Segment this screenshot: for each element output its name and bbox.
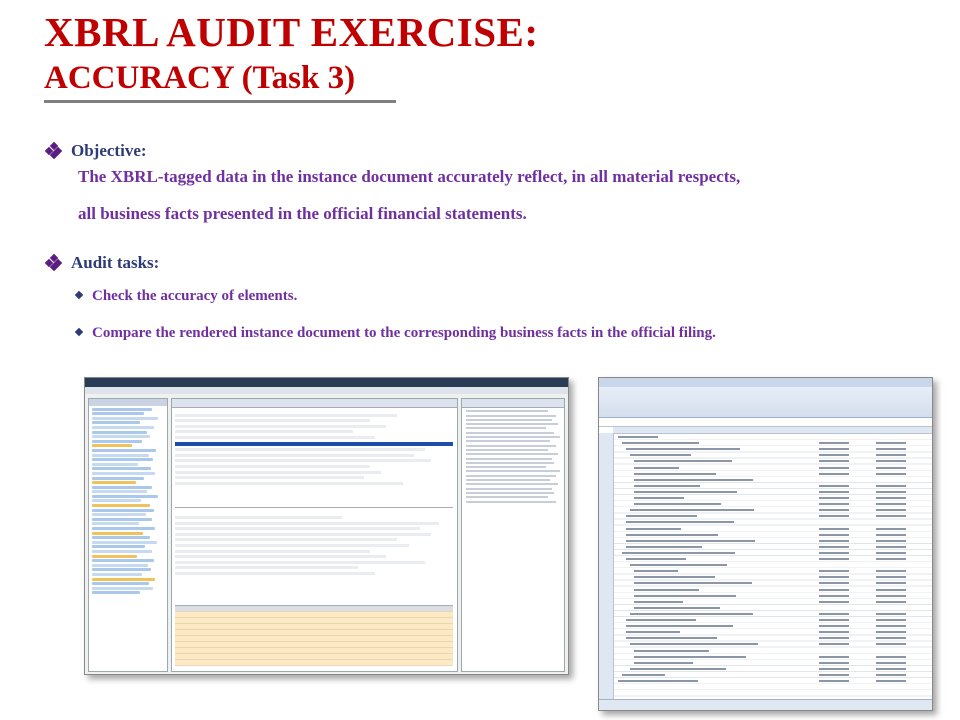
audit-task-item: Check the accuracy of elements. (76, 287, 297, 305)
sheet-number-cell (819, 668, 849, 670)
sheet-number-cell (876, 552, 906, 554)
sheet-text-line (634, 460, 732, 462)
sheet-text-line (634, 491, 737, 493)
presentation-view-panel (461, 398, 565, 672)
sheet-number-cell (876, 674, 906, 676)
sheet-number-cell (876, 509, 906, 511)
sheet-number-cell (819, 448, 849, 450)
sheet-text-line (634, 650, 709, 652)
sheet-number-cell (819, 473, 849, 475)
sheet-number-cell (876, 454, 906, 456)
sheet-number-cell (876, 613, 906, 615)
sheet-number-cell (876, 503, 906, 505)
sheet-text-line (618, 436, 658, 438)
slide-title: XBRL AUDIT EXERCISE: (44, 9, 539, 55)
sheet-number-cell (876, 668, 906, 670)
sheet-number-cell (819, 643, 849, 645)
objective-label: Objective: (71, 141, 147, 160)
sheet-text-line (630, 509, 754, 511)
sheet-text-line (634, 582, 752, 584)
sheet-text-line (630, 668, 726, 670)
excel-balance-sheet-screenshot (598, 377, 933, 711)
sheet-number-cell (876, 582, 906, 584)
window-menubar (85, 387, 568, 394)
sheet-number-cell (876, 631, 906, 633)
four-diamond-bullet-icon (46, 255, 61, 270)
sheet-text-line (626, 625, 733, 627)
sheet-number-cell (819, 540, 849, 542)
excel-column-headers (613, 427, 932, 434)
sheet-number-cell (876, 485, 906, 487)
sheet-number-cell (819, 570, 849, 572)
sheet-text-line (626, 558, 686, 560)
sheet-number-cell (819, 485, 849, 487)
objective-heading (46, 141, 147, 161)
sheet-number-cell (876, 528, 906, 530)
excel-ribbon (599, 387, 932, 418)
sheet-text-line (626, 631, 680, 633)
sheet-text-line (634, 570, 678, 572)
sheet-number-cell (819, 515, 849, 517)
sheet-text-line (618, 680, 698, 682)
sheet-number-cell (876, 656, 906, 658)
four-diamond-bullet-icon (46, 143, 61, 158)
sheet-text-line (622, 442, 699, 444)
sheet-number-cell (819, 460, 849, 462)
sheet-text-line (634, 503, 721, 505)
sheet-number-cell (819, 497, 849, 499)
sheet-number-cell (876, 589, 906, 591)
sheet-number-cell (876, 637, 906, 639)
sheet-number-cell (819, 589, 849, 591)
element-tree-panel (88, 398, 168, 672)
sheet-number-cell (819, 631, 849, 633)
sheet-number-cell (876, 558, 906, 560)
sheet-number-cell (876, 546, 906, 548)
sheet-text-line (634, 601, 683, 603)
sheet-number-cell (819, 491, 849, 493)
sheet-number-cell (876, 460, 906, 462)
excel-sheet-tabs (599, 699, 932, 710)
sheet-number-cell (819, 680, 849, 682)
sheet-number-cell (819, 662, 849, 664)
sheet-number-cell (819, 454, 849, 456)
sheet-number-cell (876, 595, 906, 597)
sheet-text-line (630, 564, 727, 566)
diamond-bullet-icon (75, 328, 83, 336)
audit-task-item: Compare the rendered instance document to the corresponding business facts in the official filing. (76, 324, 716, 342)
excel-sheet-grid (614, 434, 932, 700)
sheet-number-cell (819, 576, 849, 578)
sheet-number-cell (819, 467, 849, 469)
sheet-number-cell (876, 448, 906, 450)
audit-tasks-label: Audit tasks: (71, 253, 160, 272)
sheet-number-cell (819, 601, 849, 603)
sheet-text-line (626, 521, 734, 523)
sheet-number-cell (819, 582, 849, 584)
sheet-text-line (634, 497, 684, 499)
sheet-number-cell (876, 662, 906, 664)
sheet-text-line (626, 515, 697, 517)
sheet-number-cell (819, 534, 849, 536)
objective-text-line1: The XBRL-tagged data in the instance document accurately reflect, in all material respects, (78, 167, 741, 186)
sheet-number-cell (819, 619, 849, 621)
excel-row-headers (599, 433, 614, 700)
sheet-text-line (634, 485, 700, 487)
objective-text-line2: all business facts presented in the official financial statements. (78, 204, 527, 223)
sheet-number-cell (876, 625, 906, 627)
sheet-number-cell (819, 442, 849, 444)
sheet-text-line (622, 552, 735, 554)
sheet-text-line (630, 613, 753, 615)
sheet-number-cell (876, 515, 906, 517)
sheet-text-line (626, 448, 740, 450)
sheet-text-line (634, 595, 736, 597)
window-titlebar (85, 378, 568, 387)
sheet-text-line (626, 540, 755, 542)
sheet-number-cell (876, 601, 906, 603)
sheet-number-cell (819, 625, 849, 627)
sheet-number-cell (876, 643, 906, 645)
sheet-number-cell (876, 442, 906, 444)
sheet-number-cell (819, 656, 849, 658)
sheet-text-line (634, 589, 699, 591)
slide-subtitle: ACCURACY (Task 3) (44, 60, 356, 96)
sheet-text-line (626, 637, 717, 639)
sheet-number-cell (876, 491, 906, 493)
sheet-text-line (634, 467, 679, 469)
sheet-text-line (626, 534, 718, 536)
sheet-number-cell (819, 552, 849, 554)
sheet-number-cell (876, 534, 906, 536)
sheet-text-line (622, 674, 665, 676)
sheet-text-line (634, 479, 753, 481)
sheet-number-cell (876, 473, 906, 475)
sheet-text-line (634, 607, 720, 609)
sheet-number-cell (876, 619, 906, 621)
sheet-number-cell (819, 546, 849, 548)
sheet-number-cell (876, 570, 906, 572)
sheet-text-line (630, 643, 758, 645)
sheet-number-cell (876, 467, 906, 469)
sheet-number-cell (876, 497, 906, 499)
sheet-text-line (634, 473, 716, 475)
sheet-number-cell (876, 540, 906, 542)
sheet-number-cell (819, 558, 849, 560)
sheet-text-line (634, 576, 715, 578)
sheet-text-line (626, 546, 702, 548)
sheet-text-line (626, 528, 681, 530)
title-underline (44, 100, 396, 103)
sheet-number-cell (819, 613, 849, 615)
rendering-viewer-panel (171, 398, 458, 672)
audit-tasks-heading (46, 253, 159, 273)
sheet-number-cell (819, 509, 849, 511)
sheet-number-cell (819, 674, 849, 676)
sheet-number-cell (876, 680, 906, 682)
diamond-bullet-icon (75, 291, 83, 299)
excel-titlebar (599, 378, 932, 387)
sheet-number-cell (876, 576, 906, 578)
sheet-text-line (626, 619, 696, 621)
excel-formula-bar (599, 418, 932, 427)
xbrl-audit-assistant-screenshot (84, 377, 569, 675)
sheet-text-line (634, 656, 746, 658)
sheet-number-cell (819, 528, 849, 530)
sheet-number-cell (819, 637, 849, 639)
sheet-number-cell (819, 503, 849, 505)
sheet-text-line (634, 662, 693, 664)
sheet-text-line (630, 454, 691, 456)
sheet-number-cell (819, 595, 849, 597)
